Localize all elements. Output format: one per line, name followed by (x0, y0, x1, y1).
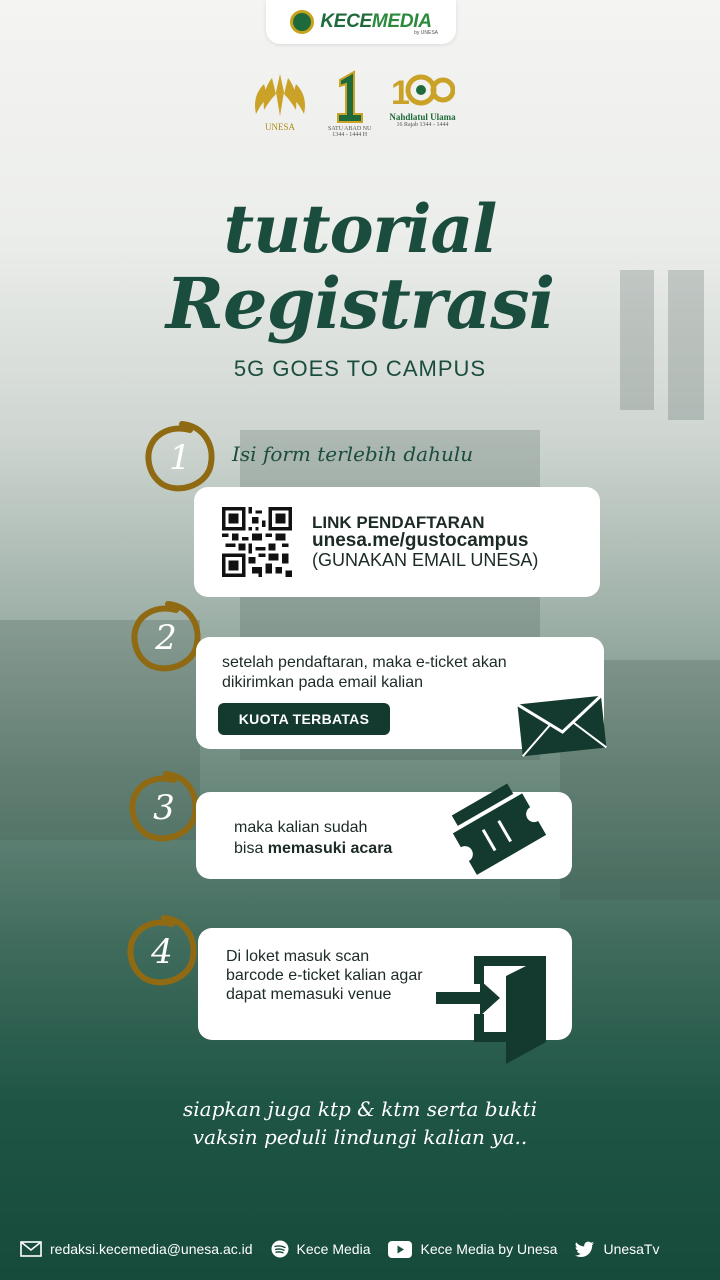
brand-header (266, 0, 456, 44)
spotify-icon (271, 1240, 289, 1258)
step-1-title: Isi form terlebih dahulu (232, 442, 474, 466)
brand-logo-text: KECEMEDIA (320, 11, 432, 32)
footer-email[interactable]: redaksi.kecemedia@unesa.ac.id (20, 1241, 253, 1257)
svg-text:1: 1 (391, 74, 411, 110)
brand-sub: by UNESA (414, 30, 438, 36)
link-note: (GUNAKAN EMAIL UNESA) (312, 550, 539, 570)
enter-door-icon (434, 952, 554, 1066)
step-2-text: setelah pendaftaran, maka e-ticket akan dikirimkan pada email kalian (222, 654, 507, 691)
email-icon (20, 1241, 42, 1257)
footer-contacts (20, 1238, 710, 1260)
satu-abad-nu-logo: SATU ABAD NU 1344 - 1444 H (328, 70, 371, 138)
title-line1: tutorial (223, 190, 497, 268)
step-1-number: 1 (142, 420, 218, 496)
unesa-logo: UNESA (250, 70, 310, 132)
step-2-number: 2 (128, 600, 204, 676)
subtitle: 5G GOES TO CAMPUS (233, 356, 487, 381)
qr-code-icon (222, 507, 292, 577)
registration-link[interactable]: unesa.me/gustocampus (312, 530, 529, 551)
twitter-icon (575, 1241, 595, 1257)
footer-youtube[interactable]: Kece Media by Unesa (388, 1241, 557, 1258)
step-4-text: Di loket masuk scan barcode e-ticket kalian agar dapat memasuki venue (226, 948, 423, 1003)
partner-logos (250, 70, 456, 138)
reminder-note: siapkan juga ktp & ktm serta bukti vaksin peduli lindungi kalian ya.. (182, 1097, 537, 1149)
step-4-number: 4 (124, 914, 200, 990)
nu-100-logo: 1 Nahdlatul Ulama 16 Rajab 1344 - 1444 (389, 74, 456, 128)
quota-badge: KUOTA TERBATAS (218, 703, 390, 735)
title-line2: Registrasi (165, 262, 555, 345)
step-3-number: 3 (126, 770, 202, 846)
youtube-icon (388, 1241, 412, 1258)
footer-spotify[interactable]: Kece Media (271, 1240, 371, 1258)
envelope-icon (514, 694, 610, 760)
ticket-icon (450, 780, 550, 890)
step-3-text: maka kalian sudah bisa memasuki acara (234, 819, 393, 857)
kecemedia-seal-icon (290, 10, 314, 34)
link-title: LINK PENDAFTARAN (312, 513, 485, 532)
footer-twitter[interactable]: UnesaTv (575, 1241, 659, 1257)
